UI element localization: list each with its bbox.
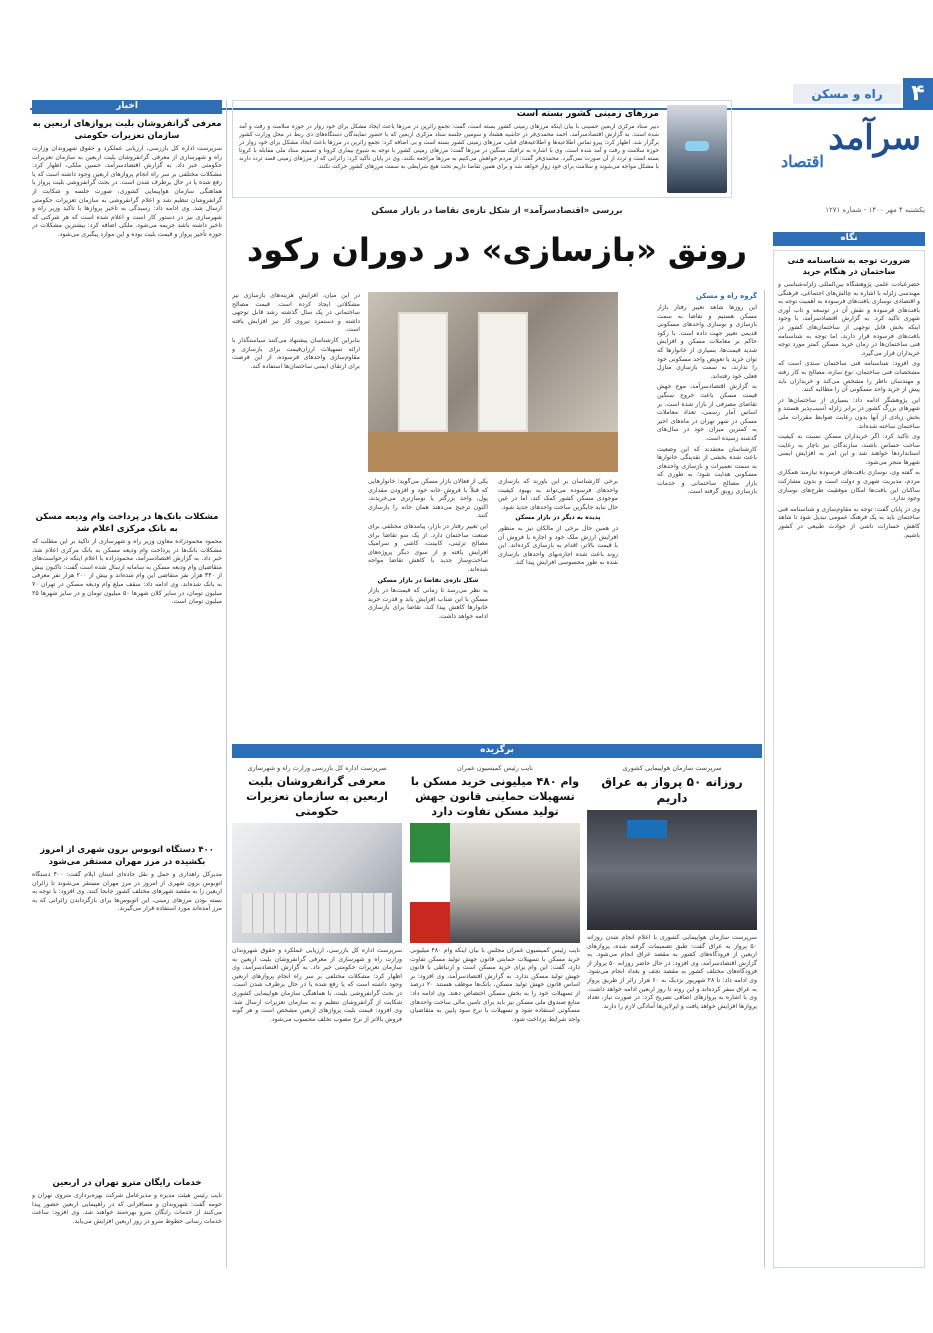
- commentary-paragraph: وی در پایان گفت: توجه به مقاوم‌سازی و شناسنامه فنی ساختمان باید به یک فرهنگ عمومی تبدیل شود تا شاهد کاهش خسارات ناشی از حوادث طبیعی در کشور باشیم.: [778, 505, 920, 539]
- main-story-paragraph: به گزارش اقتصادسرآمد، موج جهش قیمت مسکن باعث خروج سنگین تقاضای مصرفی از بازار شده است. بر اساس آمار رسمی، تعداد معاملات مسکن در شهر تهران در ماه‌های اخیر به کمترین میزان خود در سال‌های گذشته رسیده است.: [657, 383, 757, 442]
- main-story-byline: گروه راه و مسکن: [696, 292, 757, 300]
- news-item-title: ۴۰۰ دستگاه اتوبوس برون شهری از امروز بکشیده در مرز مهران مستقر می‌شود: [40, 845, 214, 867]
- column-divider: [764, 290, 765, 1268]
- main-story-paragraph: این تغییر رفتار در بازار، پیامدهای مختلفی برای صنعت ساختمان دارد. از یک سو تقاضا برای مصالح تزئینی، کابینت، کاشی و سرامیک افزایش یافته و از سوی دیگر پروژه‌های ساخت‌وساز جدید با کاهش تقاضا مواجه شده‌اند.: [368, 522, 488, 573]
- featured-body: سرپرست اداره کل بازرسی، ارزیابی عملکرد و حقوق شهروندان وزارت راه و شهرسازی از معرفی گرانفروشان بلیت اربعین به سازمان تعزیرات حکومتی خبر داد. به گزارش اقتصادسرآمد، وی اظهار کرد: مشکلات مختلفی بر سر راه انجام پروازهای اربعین وجود داشته است که یا رفع شده یا در حال برطرف شدن است. در بحث گرانفروشی بلیت، با هماهنگی سازمان هواپیمایی کشوری شکایت از گرانفروشان تنظیم و به سازمان تعزیرات ارسال شد. وی افزود: قیمت بلیت پروازهای اربعین مشخص است و هر گونه فروش بالاتر از نرخ مصوب تخلف محسوب می‌شود.: [232, 947, 402, 1023]
- featured-headline: روزانه ۵۰ پرواز به عراق داریم: [601, 775, 743, 805]
- news-item: [32, 118, 222, 505]
- page-number-tab: ۴: [903, 78, 933, 110]
- news-item-body: مدیرکل راهداری و حمل و نقل جاده‌ای استان ایلام گفت: ۴۰۰ دستگاه اتوبوس برون شهری از امروز در مرز مهران مستقر می‌شوند تا زائران اربعین را به مقصد شهرهای مختلف کشور جابجا کنند. وی افزود: با توجه به بسته بودن مرزهای زمینی، این اتوبوس‌ها برای بازگرداندن زائرانی که به مرز آمده‌اند مورد استفاده قرار می‌گیرند.: [32, 871, 222, 913]
- commentary-paragraph: وی تاکید کرد: اگر خریداران مسکن نسبت به کیفیت ساخت حساس باشند، سازندگان نیز ناچار به رعایت استانداردها خواهند شد و این امر به افزایش ایمنی شهرها منجر می‌شود.: [778, 433, 920, 466]
- featured-kicker: سرپرست سازمان هواپیمایی کشوری: [622, 764, 722, 772]
- news-item-title: خدمات رایگان مترو تهران در اربعین: [52, 1178, 202, 1188]
- featured-body: نایب رئیس کمیسیون عمران مجلس با بیان اینکه وام ۴۸۰ میلیونی خرید مسکن با تسهیلات حمایتی قانون جهش تولید مسکن تفاوت دارد، گفت: این وام برای خرید مسکن است و ارتباطی با قانون جهش تولید مسکن ندارد. به گزارش اقتصادسرآمد، وی افزود: بر اساس قانون جهش تولید مسکن، بانک‌ها موظف هستند ۲۰ درصد از تسهیلات خود را به بخش مسکن اختصاص دهند. وی ادامه داد: منابع صندوق ملی مسکن نیز باید برای تامین مالی ساخت واحدهای مسکونی استفاده شود و تسهیلات با نرخ سود پایین به متقاضیان واجد شرایط پرداخت شود.: [410, 947, 580, 1023]
- top-news-body: دبیر ستاد مرکزی اربعین حسینی با بیان اینکه مرزهای زمینی کشور بسته است، گفت: تجمع زائرین در مرزها باعث ایجاد مشکل برای خود زوار در حوزه سلامت و رفت و آمد شده است. به گزارش اقتصادسرآمد، احمد محمدی‌فر در حاشیه هشتاد و سومین جلسه ستاد مرکزی اربعین که با حضور نمایندگان دستگاه‌های ذی ربط در محل وزارت کشور برگزار شد، اظهار کرد: پیرو تماس اطلاعیه‌ها و اطلاعیه‌های قبلی، مرزهای زمینی کشور بسته است و بی اضافه کرد: تجمع زائرین در مرزها باعث ایجاد مشکل برای خود زوار در حوزه سلامت و رفت و آمد شده است. وی با اشاره به ترافیک سنگین در مرزها گفت: مرزهای زمینی کشور با توجه به شیوع بیماری کرونا و تصمیم ستاد ملی مقابله با کرونا بسته است و تردد از آن صورت نمی‌گیرد. محمدی‌فر گفت: از مردم خواهش می‌کنیم به مرزها مراجعه نکنند. وی در پایان تأکید کرد: زائرانی که از مرزهای زمینی قصد تردد دارند با مشکل مواجه می‌شوند و سلامت برای خود زوار خواهد شد و برای همین تقاضا داریم تحت هیچ شرایطی به سمت مرزهای کشور حرکت نکنند.: [239, 124, 659, 170]
- news-column-label: اخبار: [32, 100, 222, 114]
- featured-headline: معرفی گرانفروشان بلیت اربعین به سازمان تعزیرات حکومتی: [246, 775, 388, 818]
- airport-display-icon: [627, 820, 667, 838]
- news-column: [32, 118, 222, 1268]
- main-story-col-3: [498, 478, 618, 736]
- main-story-kicker: بررسی «اقتصادسرآمد» از شکل تازه‌ی تقاضا در بازار مسکن: [371, 206, 623, 216]
- commentary-paragraph: حضرعبادت علمی پژوهشگاه بین‌المللی زلزله‌شناسی و مهندسی زلزله با اشاره به چالش‌های اجتماعی، فرهنگی و اقتصادی نوسازی بافت‌های فرسوده به اهمیت توجه به بافت‌های فرسوده و نقش آن در توسعه و تاب آوری شهری تاکید کرد. به گزارش اقتصادسرآمد، با وجود اینکه بخش قابل توجهی از ساختمان‌های کشور در بافت‌های فرسوده قرار دارند، اما توجه به شناسنامه فنی ساختمان‌ها در زمان خرید مسکن کمتر مورد توجه خریداران قرار می‌گیرد.: [778, 281, 920, 357]
- main-story-paragraph: کارشناسان معتقدند که این وضعیت باعث شده بخشی از نقدینگی خانوارها به سمت تعمیرات و بازسازی واحدهای مسکونی هدایت شود؛ به طوری که بازار مصالح ساختمانی و خدمات بازسازی رونق گرفته است.: [657, 445, 757, 496]
- commentary-paragraph: به گفته وی، نوسازی بافت‌های فرسوده نیازمند همکاری مردم، مدیریت شهری و دولت است و بدون مشارکت ساکنان این بافت‌ها امکان موفقیت طرح‌های نوسازی وجود ندارد.: [778, 469, 920, 503]
- window-shape: [398, 312, 448, 432]
- commentary-paragraph: این پژوهشگر ادامه داد: بسیاری از ساختمان‌ها در شهرهای بزرگ کشور در برابر زلزله آسیب‌پذیر هستند و بخش زیادی از آنها بدون رعایت ضوابط مقررات ملی ساختمان ساخته شده‌اند.: [778, 396, 920, 430]
- logo-word-bottom: اقتصاد: [781, 152, 824, 171]
- section-label: راه و مسکن: [793, 84, 901, 104]
- floor-shape: [368, 432, 618, 472]
- news-item-body: محمود محمودزاده معاون وزیر راه و شهرسازی از تاکید بر این مطلب که مشکلات بانک‌ها در پرداخت وام ودیعه مسکن به بانک مرکزی اعلام شد، خبر داد. به گزارش اقتصادسرآمد، محمودزاده با اعلام اینکه درخواست‌های متقاضیان وام ودیعه مسکن به سامانه ارسال شده است گفت: تاکنون بیش از ۳۴۰ هزار نفر متقاضی این وام شده‌اند و بیش از ۲۰۰ هزار نفر معرفی به بانک شده‌اند. وی ادامه داد: سقف مبلغ وام ودیعه مسکن در تهران ۷۰ میلیون تومان، در سایر کلان شهرها ۵۰ میلیون تومان و در سایر شهرها ۲۵ میلیون تومان است.: [32, 538, 222, 606]
- main-story-paragraph: یکی از فعالان بازار مسکن می‌گوید: خانوارهایی که قبلاً با فروش خانه خود و افزودن مقداری پول، واحد بزرگتر یا نوسازتری می‌خریدند، اکنون ترجیح می‌دهند همان خانه را بازسازی کنند.: [368, 478, 488, 520]
- featured-label: برگزیده: [232, 744, 762, 758]
- featured-photo: [232, 823, 402, 943]
- news-item: [32, 1177, 222, 1268]
- featured-body: سرپرست سازمان هواپیمایی کشوری با اعلام انجام شدن روزانه ۵۰ پرواز به عراق گفت: طبق تصمیمات گرفته شده، پروازهای اربعین از فرودگاه‌های کشور به مقصد عراق انجام می‌شود. به گزارش اقتصادسرآمد، وی افزود: در حال حاضر روزانه ۵۰ پرواز از فرودگاه‌های مختلف کشور به مقصد نجف و بغداد انجام می‌شود. وی ادامه داد: تا ۲۸ شهریور نزدیک به ۶۰ هزار زائر از طریق پرواز به عراق سفر کرده‌اند و این روند تا روز اربعین ادامه خواهد داشت. وی با اشاره به پروازهای اضافی تصریح کرد: در صورت نیاز، تعداد پروازها افزایش خواهد یافت و ایرلاین‌ها آمادگی لازم را دارند.: [587, 934, 757, 1010]
- top-news-title: مرزهای زمینی کشور بسته است: [516, 109, 659, 119]
- commentary-paragraph: وی افزود: شناسنامه فنی ساختمان سندی است که مشخصات فنی ساختمان، نوع سازه، مصالح به کار رفته و مهندسان ناظر را مشخص می‌کند و خریداران باید پیش از خرید واحد مسکونی آن را مطالبه کنند.: [778, 360, 920, 394]
- news-item-title: معرفی گرانفروشان بلیت پروازهای اربعین به سازمان تعزیرات حکومتی: [32, 119, 222, 141]
- main-story-paragraph: برخی کارشناسان بر این باورند که بازسازی واحدهای فرسوده می‌تواند به بهبود کیفیت موجودی مسکن کشور کمک کند، اما در عین حال نباید جایگزین ساخت واحدهای جدید شود.: [498, 478, 618, 511]
- commentary-body: [778, 281, 920, 1268]
- top-news-box: [232, 100, 732, 198]
- main-story-subhead: پدیده به دیگر در بازار مسکن: [515, 514, 601, 522]
- featured-item: [232, 764, 402, 1268]
- featured-kicker: سرپرست اداره کل بازرسی وزارت راه و شهرسازی: [247, 764, 387, 772]
- commentary-label: نگاه: [773, 232, 925, 246]
- keyboard-shape: [242, 893, 392, 933]
- main-story-paragraph: بنابراین کارشناسان پیشنهاد می‌کنند سیاستگذار با ارائه تسهیلات ارزان‌قیمت برای بازسازی و مقاوم‌سازی واحدهای فرسوده، از این فرصت برای ارتقای ایمنی ساختمان‌ها استفاده کند.: [232, 336, 360, 370]
- main-story-paragraph: به نظر می‌رسد تا زمانی که قیمت‌ها در بازار مسکن با این شتاب افزایش یابد و قدرت خرید خانوارها کاهش پیدا کند، تقاضا برای بازسازی ادامه خواهد داشت.: [368, 587, 488, 620]
- main-story-headline: رونق «بازسازی» در دوران رکود: [246, 231, 748, 269]
- news-item-title: مشکلات بانک‌ها در پرداخت وام ودیعه مسکن به بانک مرکزی اعلام شد: [35, 512, 219, 534]
- column-divider: [226, 100, 227, 1268]
- face-mask-icon: [685, 141, 709, 151]
- main-story-col-2: [368, 478, 488, 736]
- top-news-photo: [667, 105, 727, 193]
- newspaper-logo: [781, 118, 921, 188]
- commentary-box: [773, 250, 925, 1268]
- news-item-body: سرپرست اداره کل بازرسی، ارزیابی عملکرد و حقوق شهروندان وزارت راه و شهرسازی از معرفی گرانفروشان بلیت اربعین به سازمان تعزیرات حکومتی خبر داد. به گزارش اقتصادسرآمد، حسین ملکی، اظهار کرد: مشکلات مختلفی بر سر راه انجام پروازهای اربعین وجود داشته است که یا رفع شده یا در حال برطرف شدن است. در بحث گرانفروشی بلیت پرواز با هماهنگی سازمان هواپیمایی کشوری، صورت جلسه و شکایت از گرانفروشان تنظیم شد و اعلام گرانفروشی به سازمان تعزیرات حکومتی ارسال شد. وی ادامه داد: رسیدگی به تاخیر پروازها با تاکید وزیر راه و شهرسازی نیز در دستور کار است و اعلام شده است که هر شرکتی که تاخیر داشته باشد جریمه می‌شود. ملکی اضافه کرد: بیشترین مشکلات در حوزه تأخیر پرواز و قیمت بلیت بوده و این موارد پیگیری می‌شود.: [32, 145, 222, 238]
- featured-item: [587, 764, 757, 1268]
- news-item: [32, 511, 222, 838]
- logo-word-top: سرآمد: [828, 118, 921, 158]
- main-story-paragraph: در همین حال برخی از مالکان نیز به منظور افزایش ارزش ملک خود و اجاره یا فروش آن با قیمت بالاتر، اقدام به بازسازی کرده‌اند. این روند باعث شده اجاره‌بهای واحدهای بازسازی شده به طور محسوسی افزایش پیدا کند.: [498, 524, 618, 567]
- news-item-body: نایب رئیس هیئت مدیره و مدیرعامل شرکت بهره‌برداری متروی تهران و حومه گفت: شهروندان و مسافرانی که در راهپیمایی اربعین حضور پیدا می‌کنند از خدمات رایگان مترو بهره‌مند خواهند شد. وی افزود: ساعت خدمات رسانی خطوط مترو در روز اربعین افزایش می‌یابد.: [32, 1192, 222, 1225]
- featured-photo: [587, 810, 757, 930]
- main-story-col-4: [232, 292, 360, 736]
- main-story-col-1: [657, 304, 757, 736]
- news-item: [32, 844, 222, 1171]
- featured-kicker: نایب رئیس کمیسیون عمران: [457, 764, 533, 772]
- main-story-photo: [368, 292, 618, 472]
- featured-headline: وام ۴۸۰ میلیونی خرید مسکن با تسهیلات حمایتی قانون جهش تولید مسکن تفاوت دارد: [410, 775, 580, 818]
- featured-photo: [410, 823, 580, 943]
- commentary-title: ضرورت توجه به شناسنامه فنی ساختمان در هنگام خرید: [787, 256, 911, 276]
- main-story-subhead: شکل تازه‌ی تقاضا در بازار مسکن: [377, 576, 479, 584]
- flag-shape: [410, 823, 450, 943]
- main-story-paragraph: این روزها شاهد تغییر رفتار بازار مسکن هستیم و تقاضا به سمت بازسازی و نوسازی واحدهای مسکونی قدیمی تغییر جهت داده است. با رکود حاکم بر معاملات مسکن و افزایش شدید قیمت‌ها، بسیاری از خانوارها که توان خرید یا تعویض واحد مسکونی خود را ندارند، به سمت بازسازی منازل فعلی خود رفته‌اند.: [657, 304, 757, 380]
- window-shape: [478, 312, 528, 432]
- date-line: یکشنبه ۴ مهر ۱۴۰۰ - شماره ۱۲۷۱: [825, 206, 925, 214]
- featured-item: [410, 764, 580, 1268]
- main-story-paragraph: در این میان، افزایش هزینه‌های بازسازی نیز مشکلاتی ایجاد کرده است. قیمت مصالح ساختمانی در یک سال گذشته رشد قابل توجهی داشته و دستمزد نیروی کار نیز افزایش یافته است.: [232, 292, 360, 334]
